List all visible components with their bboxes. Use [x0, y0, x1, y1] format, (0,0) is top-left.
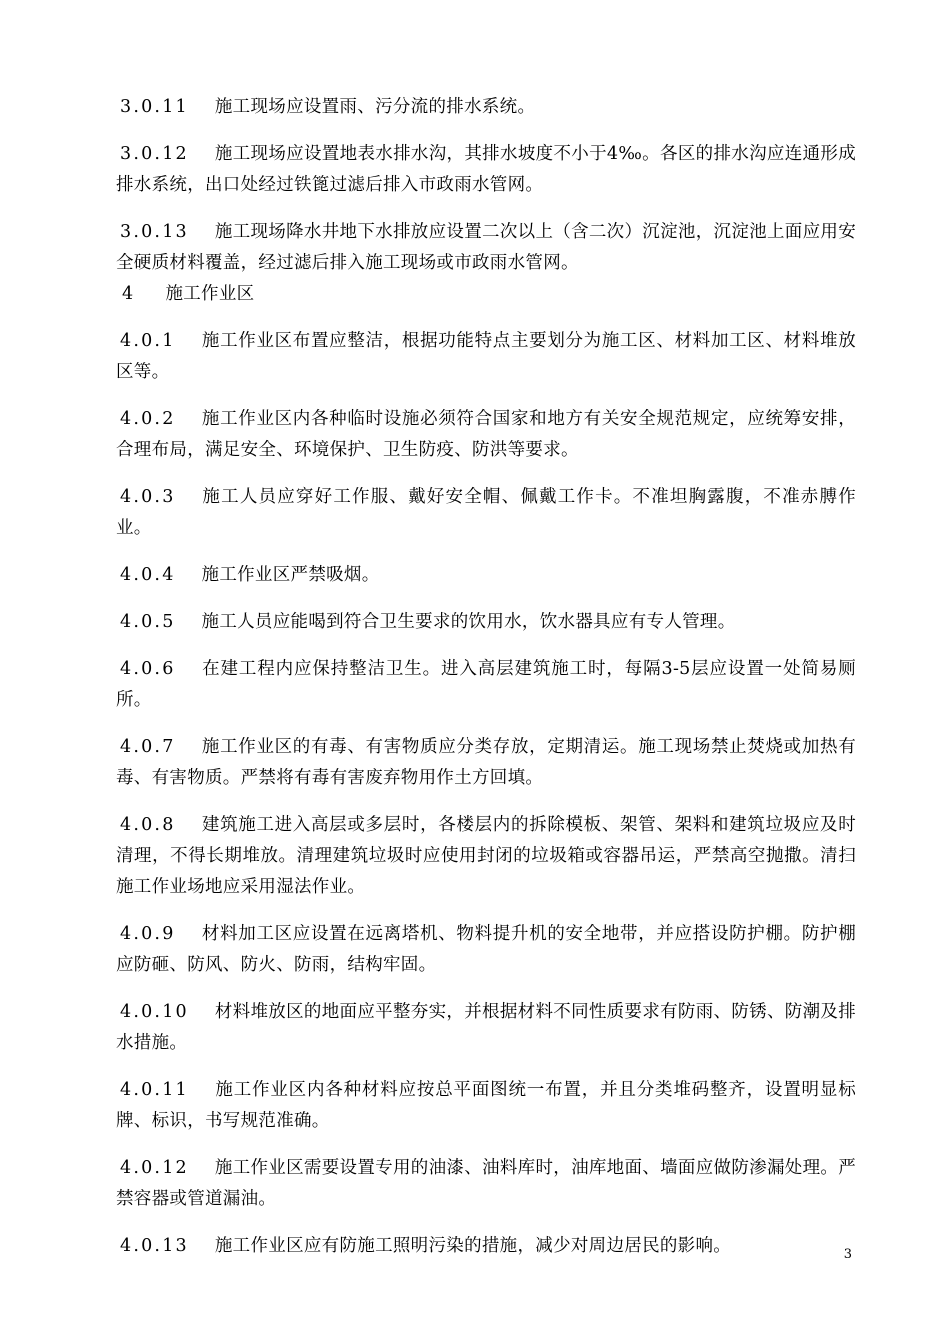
clause-text: 建筑施工进入高层或多层时，各楼层内的拆除模板、架管、架料和建筑垃圾应及时清理，不得长期堆放。清理建筑垃圾时应使用封闭的垃圾箱或容器吊运，严禁高空抛撒。清扫施工作业场地应采用湿法作业。 [116, 815, 856, 897]
clause-number: 4.0.4 [120, 565, 176, 585]
clause-4-0-10 [116, 997, 856, 1059]
clause-text: 材料堆放区的地面应平整夯实，并根据材料不同性质要求有防雨、防锈、防潮及排水措施。 [116, 1002, 856, 1053]
page-number: 3 [843, 1247, 852, 1262]
clause-4-0-6 [116, 654, 856, 716]
section-title: 施工作业区 [165, 284, 255, 304]
clause-number: 3.0.13 [120, 222, 189, 242]
clause-number: 4.0.9 [120, 924, 176, 944]
clause-text: 施工作业区的有毒、有害物质应分类存放，定期清运。施工现场禁止焚烧或加热有毒、有害物质。严禁将有毒有害废弃物用作土方回填。 [116, 737, 856, 788]
clause-3-0-11 [116, 92, 856, 123]
clause-4-0-9 [116, 919, 856, 981]
clause-text: 在建工程内应保持整洁卫生。进入高层建筑施工时，每隔3-5层应设置一处简易厕所。 [116, 659, 856, 710]
clause-text: 施工现场降水井地下水排放应设置二次以上（含二次）沉淀池，沉淀池上面应用安全硬质材料覆盖，经过滤后排入施工现场或市政雨水管网。 [116, 222, 856, 273]
clause-number: 4.0.2 [120, 409, 176, 429]
clause-4-0-7 [116, 732, 856, 794]
clause-number: 4.0.8 [120, 815, 176, 835]
clause-4-0-13 [116, 1231, 856, 1262]
clause-text: 施工作业区布置应整洁，根据功能特点主要划分为施工区、材料加工区、材料堆放区等。 [116, 331, 856, 382]
clause-3-0-13 [116, 217, 856, 279]
clause-number: 4.0.6 [120, 659, 176, 679]
clause-text: 材料加工区应设置在远离塔机、物料提升机的安全地带，并应搭设防护棚。防护棚应防砸、防风、防火、防雨，结构牢固。 [116, 924, 856, 975]
clause-text: 施工作业区内各种临时设施必须符合国家和地方有关安全规范规定，应统筹安排，合理布局，满足安全、环境保护、卫生防疫、防洪等要求。 [116, 409, 856, 460]
clause-text: 施工作业区严禁吸烟。 [201, 565, 380, 585]
clause-number: 4.0.7 [120, 737, 176, 757]
clause-text: 施工现场应设置地表水排水沟，其排水坡度不小于4‰。各区的排水沟应连通形成排水系统，出口处经过铁篦过滤后排入市政雨水管网。 [116, 144, 856, 195]
clause-number: 4.0.13 [120, 1236, 189, 1256]
clause-4-0-2 [116, 404, 856, 466]
section-heading [116, 279, 856, 310]
document-body [116, 92, 856, 1278]
clause-text: 施工作业区内各种材料应按总平面图统一布置，并且分类堆码整齐，设置明显标牌、标识，书写规范准确。 [116, 1080, 856, 1131]
clause-4-0-8 [116, 810, 856, 903]
clause-4-0-3 [116, 482, 856, 544]
clause-text: 施工人员应能喝到符合卫生要求的饮用水，饮水器具应有专人管理。 [201, 612, 736, 632]
clause-number: 3.0.11 [120, 97, 189, 117]
clause-text: 施工现场应设置雨、污分流的排水系统。 [214, 97, 536, 117]
section-number: 4 [122, 284, 134, 304]
clause-text: 施工作业区需要设置专用的油漆、油料库时，油库地面、墙面应做防渗漏处理。严禁容器或管道漏油。 [116, 1158, 856, 1209]
clause-number: 4.0.3 [120, 487, 176, 507]
clause-4-0-5 [116, 607, 856, 638]
clause-number: 4.0.12 [120, 1158, 189, 1178]
clause-4-0-1 [116, 326, 856, 388]
clause-number: 4.0.11 [120, 1080, 189, 1100]
clause-number: 4.0.1 [120, 331, 176, 351]
clause-3-0-12 [116, 139, 856, 201]
clause-4-0-11 [116, 1075, 856, 1137]
clause-text: 施工作业区应有防施工照明污染的措施，减少对周边居民的影响。 [214, 1236, 732, 1256]
clause-text: 施工人员应穿好工作服、戴好安全帽、佩戴工作卡。不准坦胸露腹，不准赤膊作业。 [116, 487, 856, 538]
clause-number: 3.0.12 [120, 144, 189, 164]
clause-4-0-4 [116, 560, 856, 591]
clause-number: 4.0.10 [120, 1002, 189, 1022]
clause-number: 4.0.5 [120, 612, 176, 632]
clause-4-0-12 [116, 1153, 856, 1215]
